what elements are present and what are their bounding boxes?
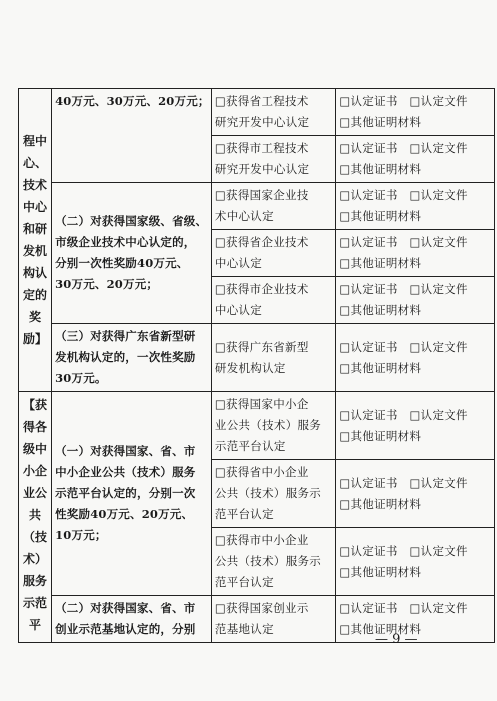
checkbox-item[interactable]: □获得广东省新型 研发机构认定 [211,324,335,392]
award-description: （二）对获得国家、省、市 创业示范基地认定的，分别 [52,596,212,643]
checkbox-item[interactable]: □获得省企业技术 中心认定 [211,230,335,277]
award-description: （一）对获得国家、省、市 中小企业公共（技术）服务 示范平台认定的，分别一次 性奖励40万元、20万元、 10万元； [52,392,212,596]
table-row [19,183,495,230]
materials-cell[interactable]: □认定证书 □认定文件 □其他证明材料 [336,230,495,277]
materials-cell[interactable]: □认定证书 □认定文件 □其他证明材料 [336,596,495,643]
policy-table-wrapper [18,88,495,643]
materials-cell[interactable]: □认定证书 □认定文件 □其他证明材料 [336,528,495,596]
policy-table [18,88,495,643]
materials-cell[interactable]: □认定证书 □认定文件 □其他证明材料 [336,324,495,392]
category-cell-sme-platform: 【获 得各 级中 小企 业公 共 （技 术） 服务 示范 平 [19,392,52,643]
table-row [19,392,495,460]
checkbox-item[interactable]: □获得省工程技术 研究开发中心认定 [211,89,335,136]
materials-cell[interactable]: □认定证书 □认定文件 □其他证明材料 [336,277,495,324]
checkbox-item[interactable]: □获得国家创业示 范基地认定 [211,596,335,643]
checkbox-item[interactable]: □获得国家中小企 业公共（技术）服务 示范平台认定 [211,392,335,460]
materials-cell[interactable]: □认定证书 □认定文件 □其他证明材料 [336,392,495,460]
award-description: 40万元、30万元、20万元； [52,89,212,183]
page-number: — 9 — [375,632,418,647]
materials-cell[interactable]: □认定证书 □认定文件 □其他证明材料 [336,460,495,528]
materials-cell[interactable]: □认定证书 □认定文件 □其他证明材料 [336,136,495,183]
checkbox-item[interactable]: □获得市中小企业 公共（技术）服务示 范平台认定 [211,528,335,596]
checkbox-item[interactable]: □获得国家企业技 术中心认定 [211,183,335,230]
award-description: （三）对获得广东省新型研 发机构认定的，一次性奖励 30万元。 [52,324,212,392]
checkbox-item[interactable]: □获得市企业技术 中心认定 [211,277,335,324]
table-row [19,596,495,643]
table-row [19,324,495,392]
award-description: （二）对获得国家级、省级、 市级企业技术中心认定的， 分别一次性奖励40万元、 30万元、20万元； [52,183,212,324]
table-row [19,89,495,136]
checkbox-item[interactable]: □获得省中小企业 公共（技术）服务示 范平台认定 [211,460,335,528]
materials-cell[interactable]: □认定证书 □认定文件 □其他证明材料 [336,183,495,230]
materials-cell[interactable]: □认定证书 □认定文件 □其他证明材料 [336,89,495,136]
checkbox-item[interactable]: □获得市工程技术 研究开发中心认定 [211,136,335,183]
category-cell-rd-center: 程中 心、 技术 中心 和研 发机 构认 定的 奖 励】 [19,89,52,392]
